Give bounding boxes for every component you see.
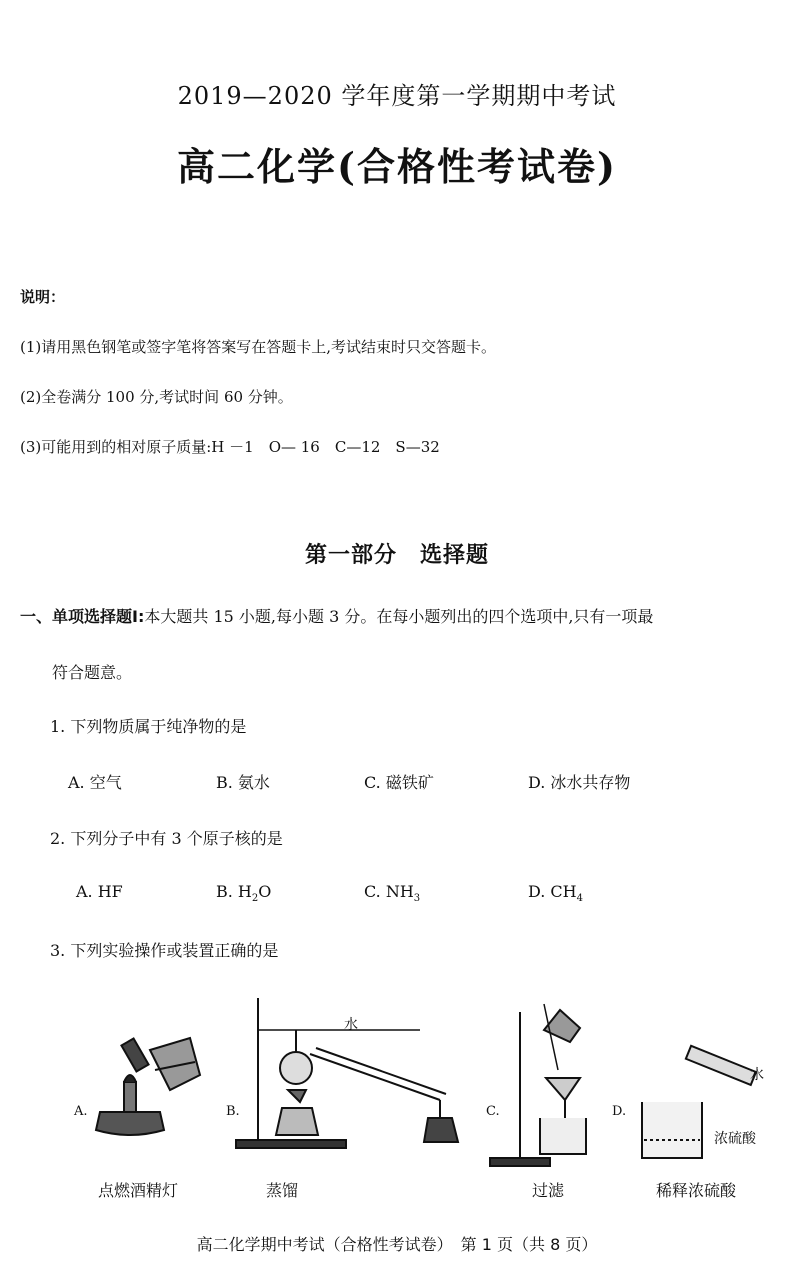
exam-title: 2019—2020 学年度第一学期期中考试 <box>177 82 617 110</box>
exam-subtitle: 高二化学(合格性考试卷) <box>177 144 617 189</box>
q1-option-c: C. 磁铁矿 <box>364 773 434 792</box>
figure-caption-a: 点燃酒精灯 <box>98 1181 179 1200</box>
question-1-stem: 1. 下列物质属于纯净物的是 <box>50 717 247 736</box>
q1-option-d: D. 冰水共存物 <box>528 773 631 792</box>
section-heading: 一、单项选择题Ⅰ: <box>20 607 145 626</box>
figure-a-alcohol-lamp <box>96 1038 200 1135</box>
page-footer: 高二化学期中考试（合格性考试卷） 第 1 页（共 8 页） <box>196 1235 598 1254</box>
figure-b-water-label: 水 <box>344 1017 358 1033</box>
q2-option-d: D. $CH_4$ <box>528 882 583 905</box>
q2-option-a: A. HF <box>76 882 123 901</box>
figure-caption-d: 稀释浓硫酸 <box>656 1181 737 1200</box>
section-continuation: 符合题意。 <box>52 663 133 682</box>
figure-label-d: D. <box>612 1104 627 1119</box>
part-title: 第一部分 选择题 <box>304 543 489 568</box>
section-instructions <box>20 604 653 627</box>
figure-caption-c: 过滤 <box>532 1181 565 1200</box>
question-2-stem: 2. 下列分子中有 3 个原子核的是 <box>50 829 283 848</box>
q1-option-b: B. 氨水 <box>216 773 270 792</box>
section-text: 本大题共 15 小题,每小题 3 分。在每小题列出的四个选项中,只有一项最 <box>144 607 654 626</box>
figure-d-water-label: 水 <box>750 1067 764 1083</box>
figure-label-a: A. <box>74 1104 88 1119</box>
figure-d-acid-label: 浓硫酸 <box>714 1131 756 1147</box>
figure-caption-b: 蒸馏 <box>266 1181 299 1200</box>
q2-option-c: C. $NH_3$ <box>364 882 421 905</box>
note-3: (3)可能用到的相对原子质量:H －1 O— 16 C—12 S—32 <box>20 438 440 456</box>
figure-label-b: B. <box>226 1104 240 1119</box>
note-2: (2)全卷满分 100 分,考试时间 60 分钟。 <box>20 388 293 406</box>
apparatus-figures <box>60 990 780 1200</box>
figure-c-filtration <box>490 1004 586 1166</box>
figure-label-c: C. <box>486 1104 500 1119</box>
question-3-stem: 3. 下列实验操作或装置正确的是 <box>50 941 279 960</box>
q1-option-a: A. 空气 <box>68 773 122 792</box>
q2-option-b: B. $H_2O$ <box>216 882 272 905</box>
notes-label: 说明： <box>20 288 66 306</box>
note-1: (1)请用黑色钢笔或签字笔将答案写在答题卡上,考试结束时只交答题卡。 <box>20 338 497 356</box>
